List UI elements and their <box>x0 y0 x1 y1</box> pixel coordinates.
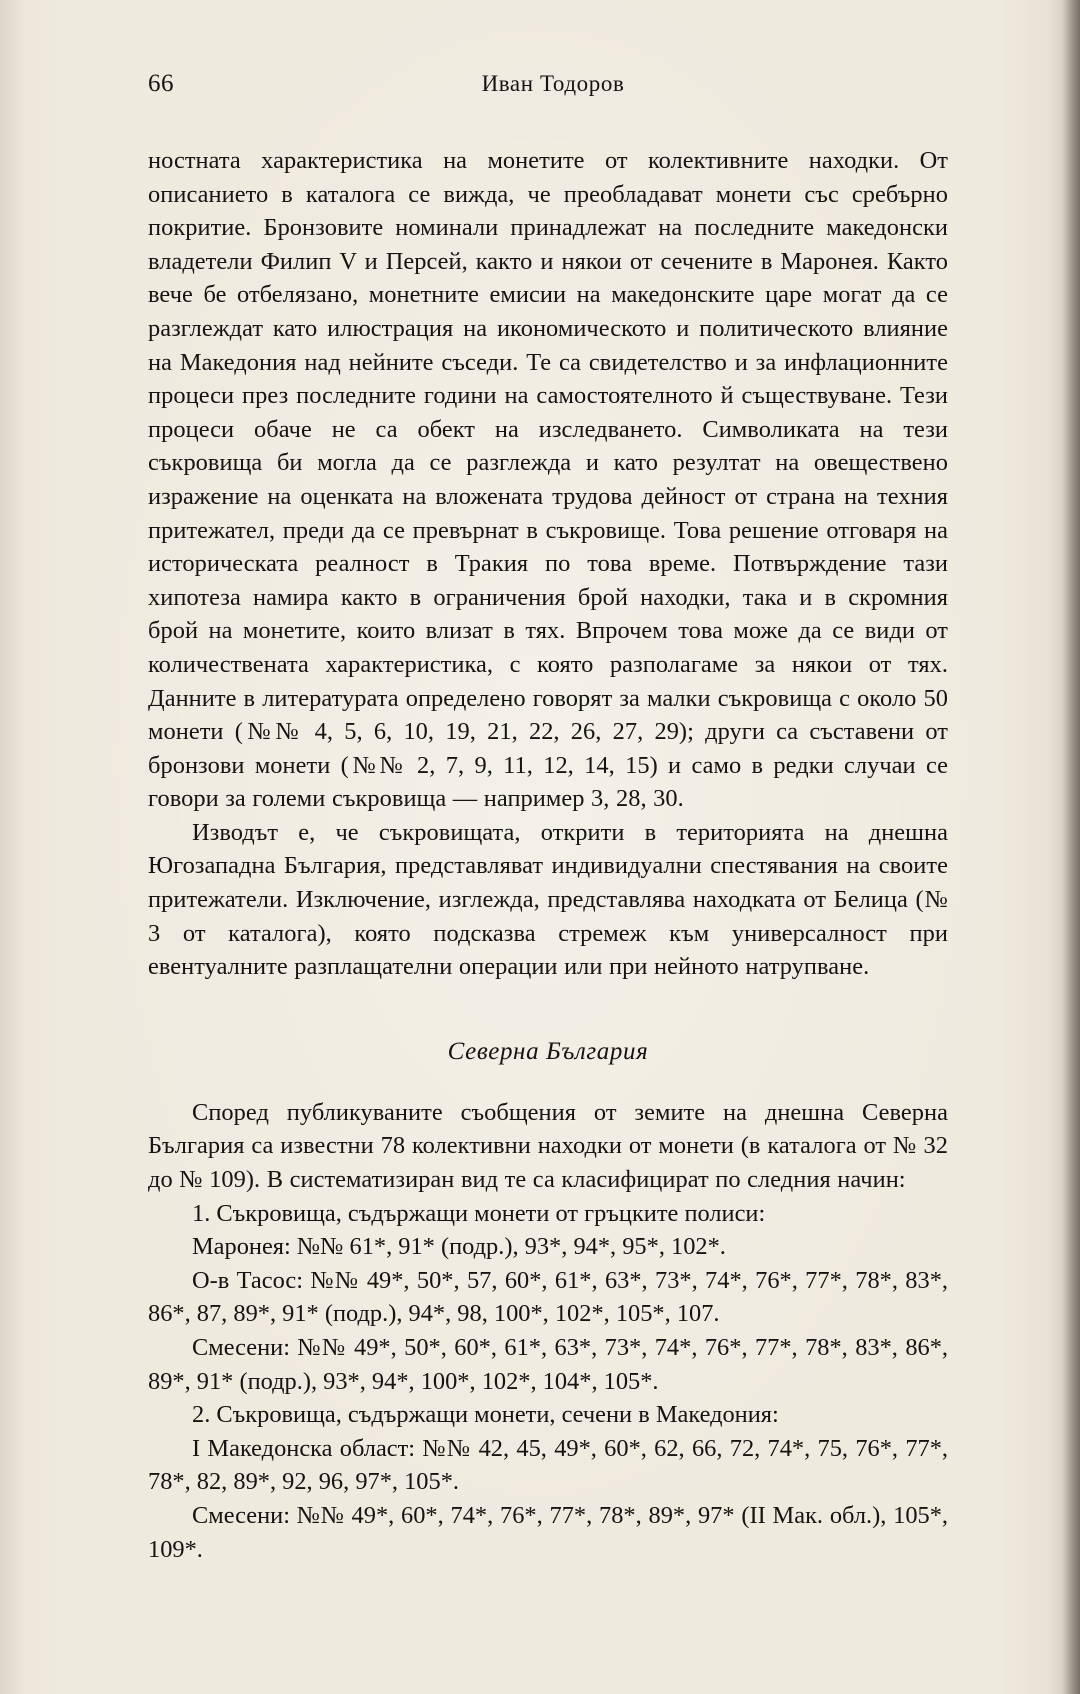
list-item: I Македонска област: №№ 42, 45, 49*, 60*, 62, 66, 72, 74*, 75, 76*, 77*, 78*, 82, 89*, 92, 96, 97*, 105*. <box>148 1434 948 1496</box>
list-item: Маронея: №№ 61*, 91* (подр.), 93*, 94*, 95*, 102*. <box>192 1233 726 1261</box>
section-paragraph-1: Според публикуваните съобщения от земите на днешна Северна България са известни 78 колективни находки от монети (в каталога от № 32 до № 109). В систематизиран вид те са класифицират по следния начин: <box>148 1098 948 1194</box>
list-item: 2. Съкровища, съдържащи монети, сечени в Македония: <box>192 1401 779 1429</box>
paragraph-1: ностната характеристика на монетите от колективните находки. От описанието в каталога се вижда, че преобладават монети със сребърно покритие. Бронзовите номинали принадлежат на последните македонски владетели Филип V и Персей, както и някои от сечените в Маронея. Както вече бе отбелязано, монетните емисии на македонските царе могат да се разглеждат като илюстрация на икономическото и политическото влияние на Македония над нейните съседи. Те са свидетелство и за инфлационните процеси през последните години на самостоятелното й съществуване. Тези процеси обаче не са обект на изследването. Символиката на тези съкровища би могла да се разглежда и като резултат на овеществено изражение на оценката на вложената трудова дейност от страна на техния притежател, преди да се превърнат в съкровище. Това решение отговаря на историческата реалност в Тракия по това време. Потвърждение тази хипотеза намира както в ограничения брой находки, така и в скромния брой на монетите, които влизат в тях. Впрочем това може да се види от количествената характеристика, с която разполагаме за някои от тях. Данните в литературата определено говорят за малки съкровища с около 50 монети (№№ 4, 5, 6, 10, 19, 21, 22, 26, 27, 29); други са съставени от бронзови монети (№№ 2, 7, 9, 11, 12, 14, 15) и само в редки случаи се говори за големи съкровища — например 3, 28, 30. <box>148 147 948 813</box>
page-content <box>148 70 948 1566</box>
page-number: 66 <box>148 70 174 97</box>
list-item: Смесени: №№ 49*, 60*, 74*, 76*, 77*, 78*, 89*, 97* (II Мак. обл.), 105*, 109*. <box>148 1501 948 1563</box>
list-item: О-в Тасос: №№ 49*, 50*, 57, 60*, 61*, 63*, 73*, 74*, 76*, 77*, 78*, 83*, 86*, 87, 89*, 91* (подр.), 94*, 98, 100*, 102*, 105*, 107. <box>148 1266 948 1328</box>
page-edge-shadow <box>1062 0 1080 1694</box>
page-header <box>148 70 948 110</box>
paragraph-2: Изводът е, че съкровищата, открити в територията на днешна Югозападна България, представляват индивидуални спестявания на своите притежатели. Изключение, изглежда, представлява находката от Белица (№ 3 от каталога), която подсказва стремеж към универсалност при евентуалните разплащателни операции или при нейното натрупване. <box>148 818 948 981</box>
list-item: Смесени: №№ 49*, 50*, 60*, 61*, 63*, 73*, 74*, 76*, 77*, 78*, 83*, 86*, 89*, 91* (подр.), 93*, 94*, 100*, 102*, 104*, 105*. <box>148 1334 948 1395</box>
running-head-title: Иван Тодоров <box>481 71 625 96</box>
section-heading: Северна България <box>447 1037 649 1065</box>
list-item: 1. Съкровища, съдържащи монети от гръцките полиси: <box>192 1199 766 1227</box>
